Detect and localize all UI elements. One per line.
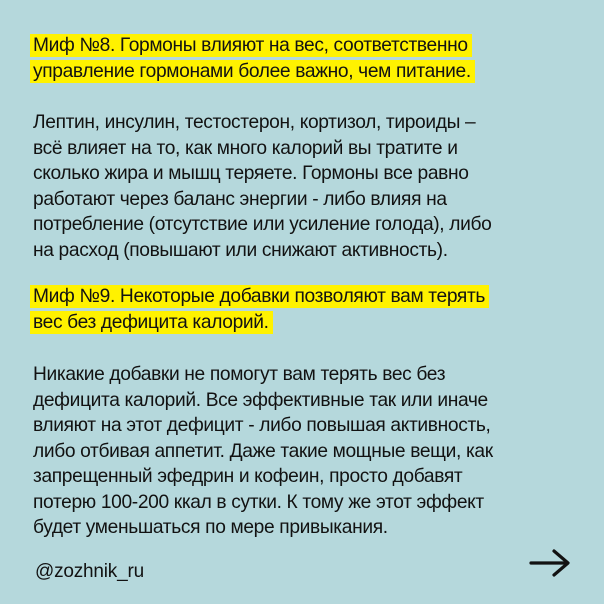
paragraph-9-line-4: либо отбивая аппетит. Даже такие мощные вещи, как	[33, 440, 493, 462]
myth-8-explanation	[33, 110, 574, 263]
paragraph-9-line-1: Никакие добавки не помогут вам терять вес без	[33, 364, 446, 385]
myth-8-heading	[33, 33, 574, 84]
paragraph-8-line-6: на расход (повышают или снижают активность).	[33, 239, 448, 261]
account-handle: @zozhnik_ru	[35, 561, 144, 582]
paragraph-9-line-5: запрещенный эфедрин и кофеин, просто добавят	[33, 466, 463, 487]
paragraph-8-line-3: сколько жира и мышц теряете. Гормоны все равно	[33, 163, 469, 184]
next-arrow-button[interactable]	[529, 548, 571, 578]
paragraph-9-line-6: потерю 100-200 ккал в сутки. К тому же этот эффект	[33, 491, 484, 513]
myth-8-line-1: Миф №8. Гормоны влияют на вес, соответственно	[33, 35, 468, 56]
myth-9-line-2: вес без дефицита калорий.	[33, 311, 269, 333]
paragraph-8-line-5: потребление (отсутствие или усиление голода), либо	[33, 214, 492, 235]
paragraph-8-line-2: всё влияет на то, как много калорий вы тратите и	[33, 137, 458, 159]
myth-9-heading	[33, 284, 574, 335]
paragraph-8-line-1: Лептин, инсулин, тестостерон, кортизол, тироиды –	[33, 112, 476, 133]
paragraph-9-line-2: дефицита калорий. Все эффективные так или иначе	[33, 389, 488, 411]
arrow-right-icon	[529, 548, 571, 578]
myth-8-line-2: управление гормонами более важно, чем питание.	[33, 60, 471, 82]
myth-9-explanation	[33, 362, 574, 541]
myth-9-line-1: Миф №9. Некоторые добавки позволяют вам терять	[33, 286, 486, 307]
paragraph-9-line-3: влияют на этот дефицит - либо повышая активность,	[33, 415, 491, 436]
paragraph-8-line-4: работают через баланс энергии - либо влияя на	[33, 188, 447, 210]
paragraph-9-line-7: будет уменьшаться по мере привыкания.	[33, 517, 388, 538]
